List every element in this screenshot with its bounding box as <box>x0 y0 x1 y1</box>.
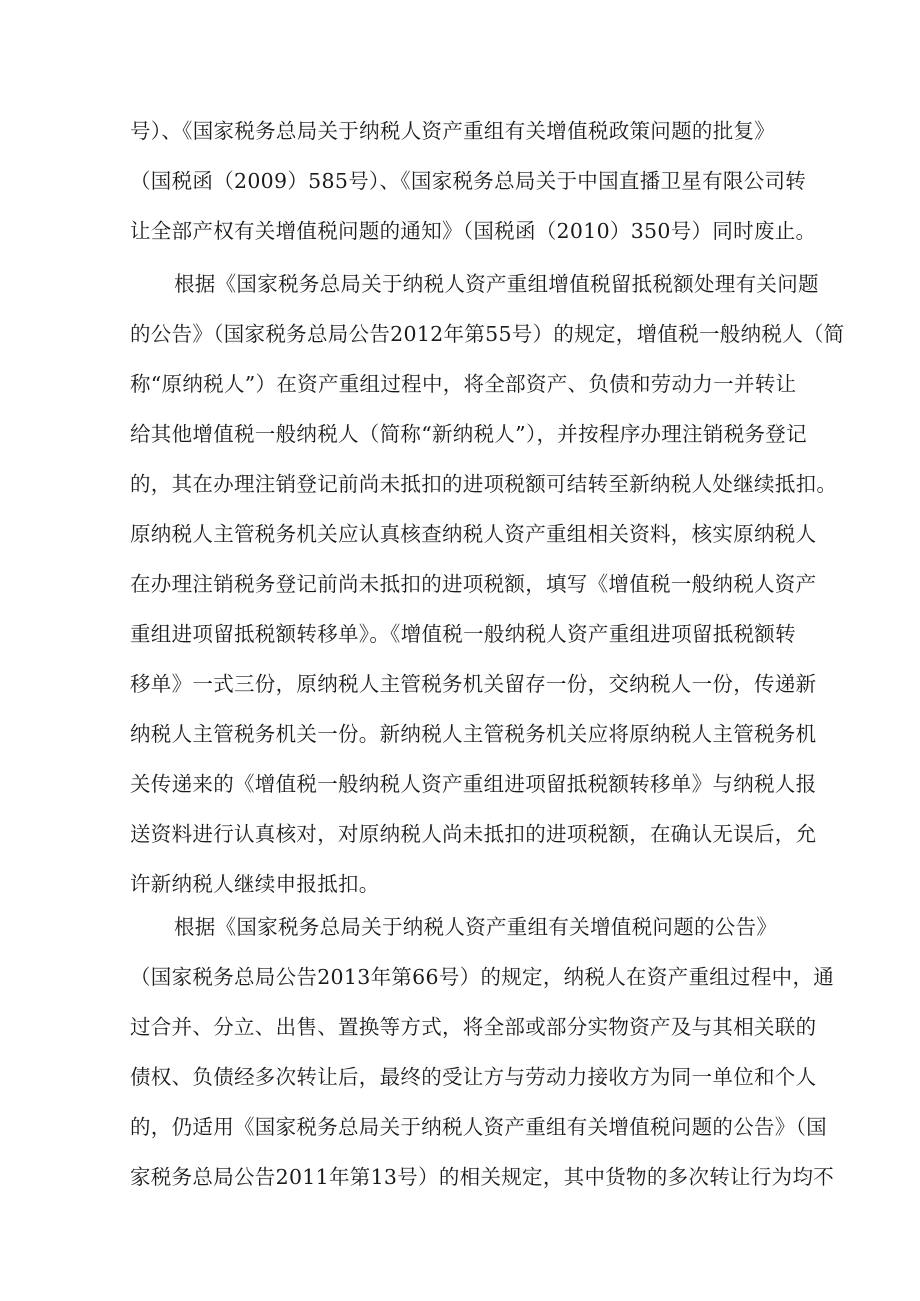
text-line: （国家税务总局公告2013年第66号）的规定，纳税人在资产重组过程中，通 <box>130 965 835 989</box>
text-line: 纳税人主管税务机关一份。新纳税人主管税务机关应将原纳税人主管税务机 <box>130 722 817 746</box>
text-line: 移单》一式三份，原纳税人主管税务机关留存一份，交纳税人一份，传递新 <box>130 672 817 696</box>
text-line: 家税务总局公告2011年第13号）的相关规定，其中货物的多次转让行为均不 <box>130 1165 835 1189</box>
text-line: 的公告》（国家税务总局公告2012年第55号）的规定，增值税一般纳税人（简 <box>130 322 845 346</box>
text-line: 重组进项留抵税额转移单》。《增值税一般纳税人资产重组进项留抵税额转 <box>130 622 796 646</box>
text-line: 许新纳税人继续申报抵扣。 <box>130 872 380 896</box>
paragraph-retained-tax-credit <box>130 259 845 909</box>
text-line: 根据《国家税务总局关于纳税人资产重组增值税留抵税额处理有关问题 <box>174 272 819 296</box>
text-line: 过合并、分立、出售、置换等方式，将全部或部分实物资产及与其相关联的 <box>130 1015 817 1039</box>
text-line: 送资料进行认真核对，对原纳税人尚未抵扣的进项税额，在确认无误后，允 <box>130 822 817 846</box>
text-line: 让全部产权有关增值税问题的通知》（国税函（2010）350号）同时废止。 <box>130 219 817 243</box>
text-line: 债权、负债经多次转让后，最终的受让方与劳动力接收方为同一单位和个人 <box>130 1065 817 1089</box>
text-line: 在办理注销税务登记前尚未抵扣的进项税额，填写《增值税一般纳税人资产 <box>130 572 817 596</box>
text-line: 的，仍适用《国家税务总局关于纳税人资产重组有关增值税问题的公告》（国 <box>130 1115 827 1139</box>
text-line: 号）、《国家税务总局关于纳税人资产重组有关增值税政策问题的批复》 <box>130 119 776 143</box>
text-line: 的，其在办理注销登记前尚未抵扣的进项税额可结转至新纳税人处继续抵扣。 <box>130 472 838 496</box>
text-line: 原纳税人主管税务机关应认真核查纳税人资产重组相关资料，核实原纳税人 <box>130 522 817 546</box>
text-line: 称“原纳税人”）在资产重组过程中，将全部资产、负债和劳动力一并转让 <box>130 372 797 396</box>
text-line: 根据《国家税务总局关于纳税人资产重组有关增值税问题的公告》 <box>174 915 778 939</box>
paragraph-continuation <box>130 106 817 256</box>
paragraph-asset-restructuring <box>130 902 835 1202</box>
text-line: 关传递来的《增值税一般纳税人资产重组进项留抵税额转移单》与纳税人报 <box>130 772 817 796</box>
text-line: （国税函（2009）585号）、《国家税务总局关于中国直播卫星有限公司转 <box>130 169 807 193</box>
text-line: 给其他增值税一般纳税人（简称“新纳税人”），并按程序办理注销税务登记 <box>130 422 807 446</box>
